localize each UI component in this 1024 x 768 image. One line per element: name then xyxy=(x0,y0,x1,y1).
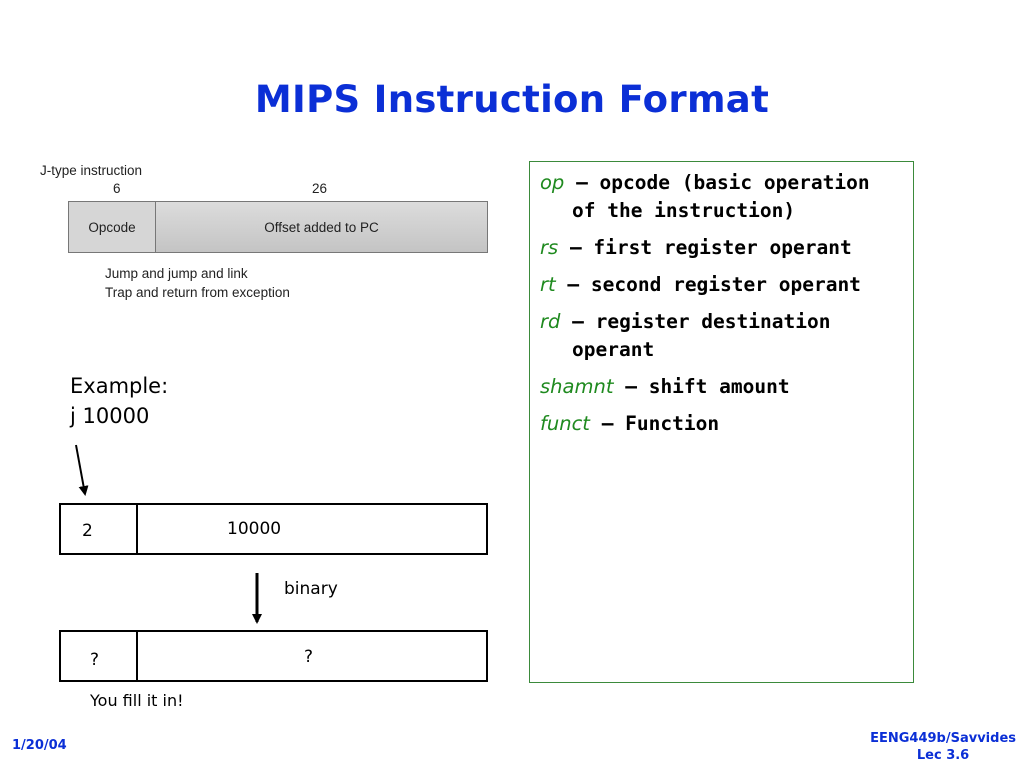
jtype-use-2: Trap and return from exception xyxy=(105,285,290,300)
decimal-opcode-value: 2 xyxy=(82,521,93,541)
term-rd: rd xyxy=(540,310,561,333)
field-definitions-panel xyxy=(529,161,914,683)
term-funct: funct xyxy=(540,412,590,435)
example-instruction: j 10000 xyxy=(70,404,150,428)
desc-rs: – first register operant xyxy=(569,236,852,259)
binary-target-value: ? xyxy=(304,647,314,667)
desc-rd: – register destination operant xyxy=(572,310,831,361)
desc-shamnt: – shift amount xyxy=(625,375,790,398)
binary-opcode-cell xyxy=(61,632,138,680)
desc-funct: – Function xyxy=(601,412,720,435)
binary-opcode-value: ? xyxy=(90,650,100,670)
binary-label: binary xyxy=(284,579,338,599)
term-shamnt: shamnt xyxy=(540,375,614,398)
footer-lecture: Lec 3.6 xyxy=(916,748,970,763)
decimal-encoding-box xyxy=(59,503,488,555)
jtype-heading: J-type instruction xyxy=(40,163,143,178)
definition-rd xyxy=(540,308,903,364)
term-op: op xyxy=(540,171,565,194)
desc-rt: – second register operant xyxy=(567,273,861,296)
decimal-target-cell xyxy=(138,505,486,553)
decimal-opcode-cell xyxy=(61,505,138,553)
term-rs: rs xyxy=(540,236,559,259)
term-rt: rt xyxy=(540,273,556,296)
opcode-field-label: Opcode xyxy=(88,219,136,235)
footer-course-info xyxy=(870,730,1016,764)
opcode-bit-width: 6 xyxy=(113,181,121,196)
desc-op: – opcode (basic operation of the instruction) xyxy=(572,171,870,222)
slide-title: MIPS Instruction Format xyxy=(254,78,770,121)
definition-funct xyxy=(540,410,903,438)
definition-rt xyxy=(540,271,903,299)
binary-encoding-box xyxy=(59,630,488,682)
definition-rs xyxy=(540,234,903,262)
decimal-target-value: 10000 xyxy=(227,519,282,539)
footer-course: EENG449b/Savvides xyxy=(870,731,1016,746)
offset-field-label: Offset added to PC xyxy=(264,219,379,235)
instruction-pointer-arrow xyxy=(76,445,85,494)
fill-in-note: You fill it in! xyxy=(90,691,184,710)
example-label: Example: xyxy=(70,374,169,398)
binary-target-cell xyxy=(138,632,486,680)
offset-bit-width: 26 xyxy=(312,181,328,196)
footer-date: 1/20/04 xyxy=(12,738,67,753)
definition-op xyxy=(540,169,903,225)
jtype-use-1: Jump and jump and link xyxy=(105,266,248,281)
definition-shamnt xyxy=(540,373,903,401)
